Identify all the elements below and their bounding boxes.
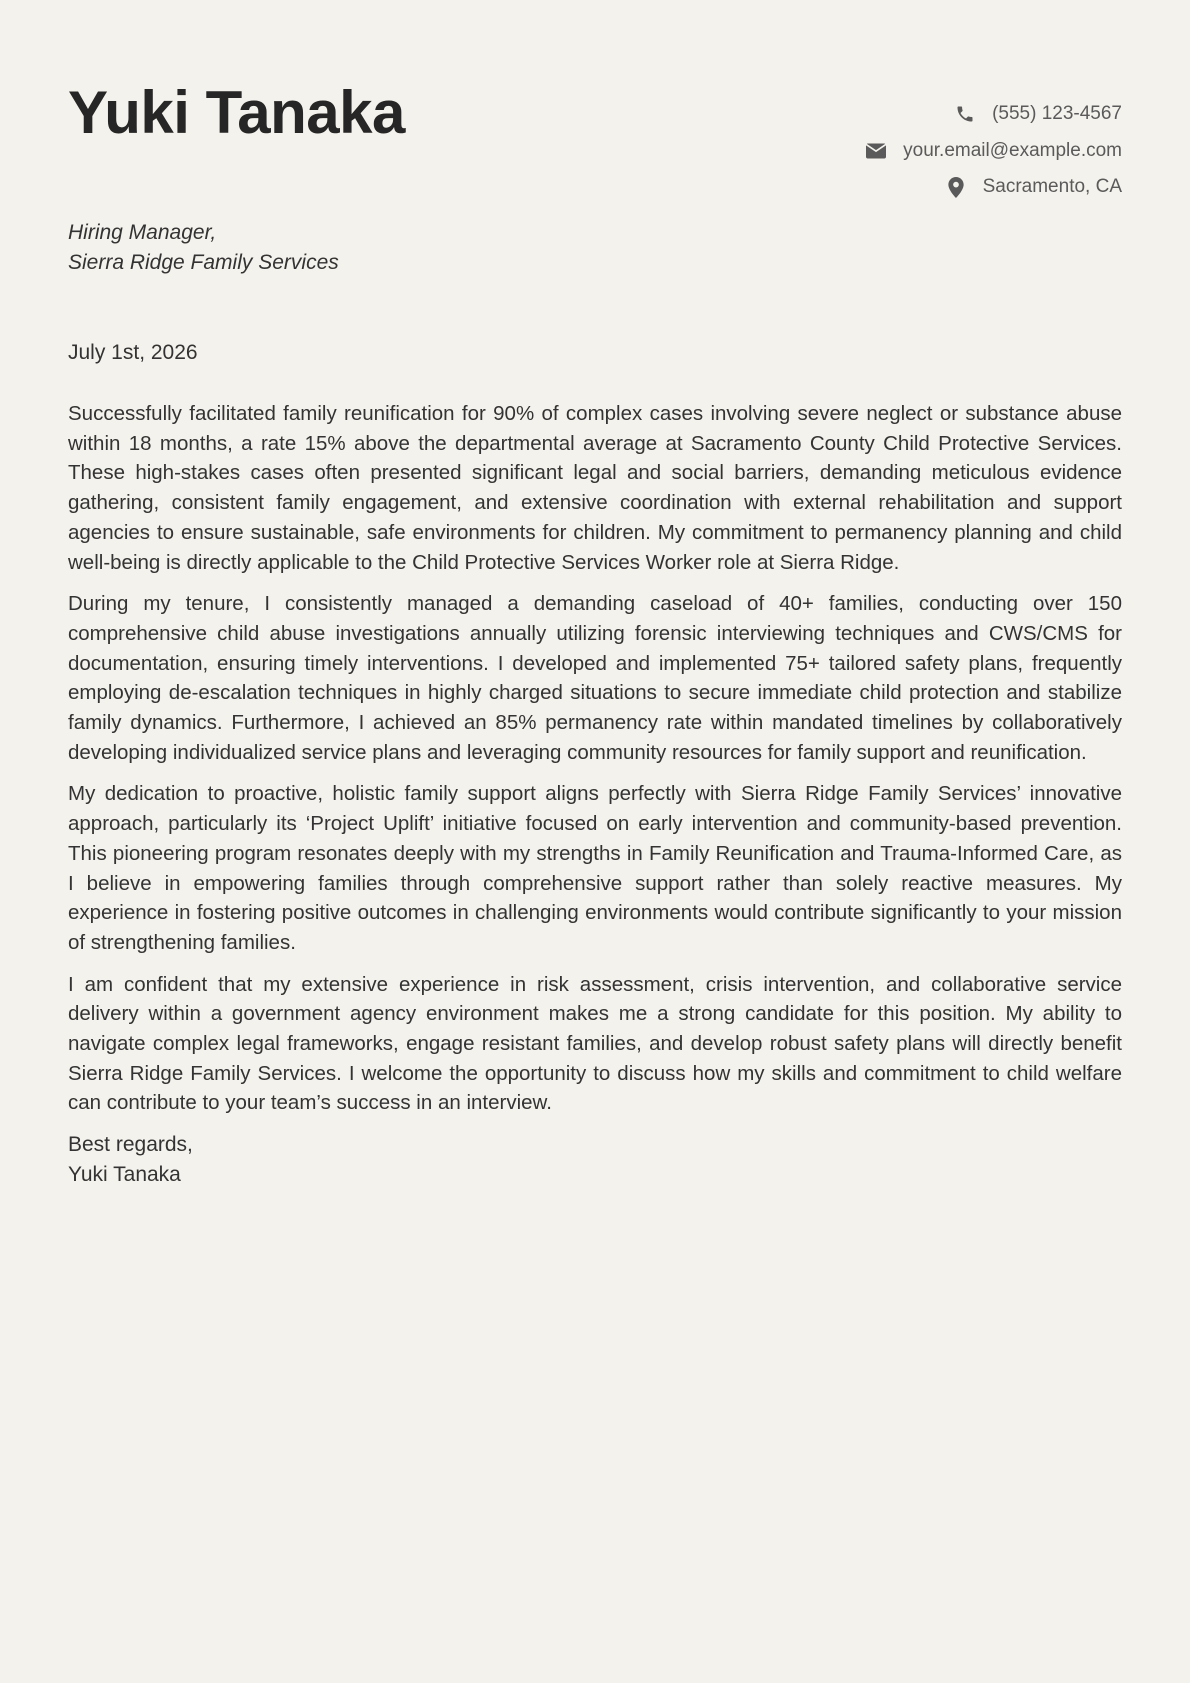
closing-salutation: Best regards, [68,1133,193,1157]
body-paragraph-1: Successfully facilitated family reunification for 90% of complex cases involving severe neglect or substance abuse within 18 months, a rate 15% above the departmental average at Sacramento County Child Protective Services. These high-stakes cases often presented significant legal and social barriers, demanding meticulous evidence gathering, consistent family engagement, and extensive coordination with external rehabilitation and support agencies to ensure sustainable, safe environments for children. My commitment to permanency planning and child well-being is directly applicable to the Child Protective Services Worker role at Sierra Ridge. [68,402,1122,574]
envelope-icon [865,140,887,162]
letter-body [68,399,1122,1118]
contact-info [865,96,1122,206]
location: Sacramento, CA [982,176,1122,198]
contact-location [865,169,1122,206]
signature-name: Yuki Tanaka [68,1163,181,1187]
closing-block [68,1130,1122,1190]
body-paragraph-3: My dedication to proactive, holistic family support aligns perfectly with Sierra Ridge Family Services’ innovative approach, particularly its ‘Project Uplift’ initiative focused on early intervention and community-based prevention. This pioneering program resonates deeply with my strengths in Family Reunification and Trauma-Informed Care, as I believe in empowering families through comprehensive support rather than solely reactive measures. My experience in fostering positive outcomes in challenging environments would contribute significantly to your mission of strengthening families. [68,782,1122,954]
body-paragraph-4: I am confident that my extensive experience in risk assessment, crisis intervention, and collaborative service delivery within a government agency environment makes me a strong candidate for this position. My ability to navigate complex legal frameworks, engage resistant families, and develop robust safety plans will directly benefit Sierra Ridge Family Services. I welcome the opportunity to discuss how my skills and commitment to child welfare can contribute to your team’s success in an interview. [68,972,1122,1115]
recipient-title: Hiring Manager, [68,221,217,244]
applicant-name: Yuki Tanaka [68,79,405,146]
body-paragraph-2: During my tenure, I consistently managed a demanding caseload of 40+ families, conducting over 150 comprehensive child abuse investigations annually utilizing forensic interviewing techniques and CWS/CMS for documentation, ensuring timely interventions. I developed and implemented 75+ tailored safety plans, frequently employing de-escalation techniques in highly charged situations to secure immediate child protection and stabilize family dynamics. Furthermore, I achieved an 85% permanency rate within mandated timelines by collaboratively developing individualized service plans and leveraging community resources for family support and reunification. [68,592,1122,764]
phone-number: (555) 123-4567 [992,103,1122,125]
email-address: your.email@example.com [903,139,1122,161]
letter-header [68,0,1122,198]
recipient-organization: Sierra Ridge Family Services [68,251,339,274]
contact-phone [865,96,1122,133]
letter-date: July 1st, 2026 [68,341,198,364]
map-pin-icon [945,176,967,198]
contact-email [865,133,1122,170]
phone-icon [954,103,976,125]
recipient-block [68,218,1122,278]
